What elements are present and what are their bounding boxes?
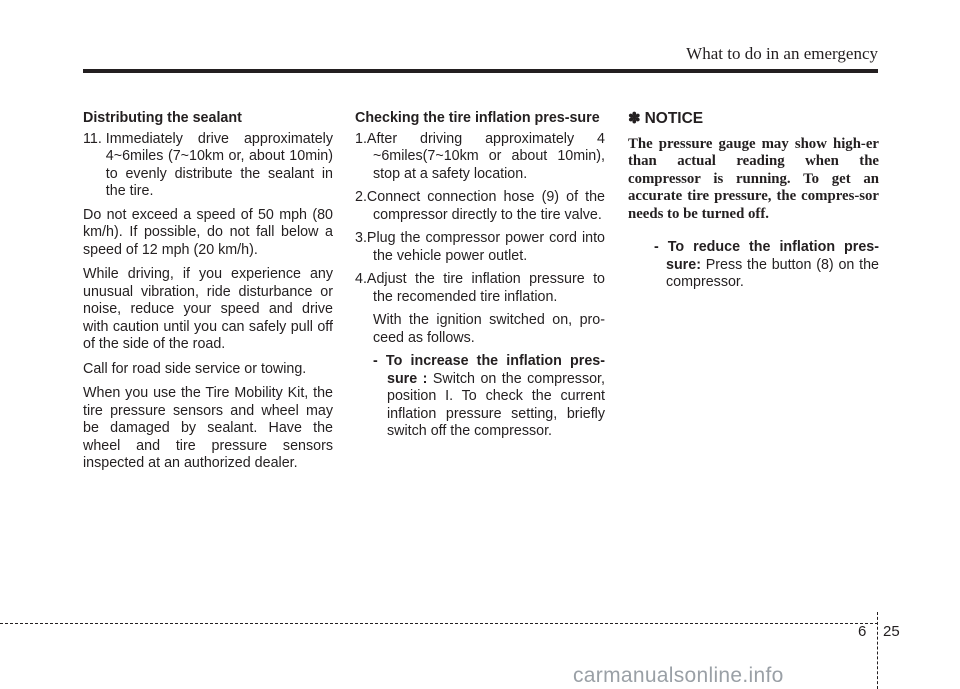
increase-pressure-text: Switch on the compressor, position I. To check the current inflation pressure setting, briefly switch off the compressor.	[387, 370, 605, 439]
header-rule	[83, 69, 878, 73]
notice-star-icon: ✽	[628, 110, 641, 127]
increase-pressure-label: - To increase the inflation pres-sure :	[373, 353, 605, 387]
reduce-pressure-item	[636, 239, 879, 292]
column-right	[628, 110, 879, 292]
reduce-pressure-text: Press the button (8) on the compressor.	[666, 256, 879, 290]
column-left	[83, 110, 333, 480]
column-middle	[355, 110, 605, 441]
footer-rule	[0, 623, 878, 624]
step-11	[83, 131, 333, 201]
step-11-number: 11.	[83, 130, 106, 147]
step-4-detail: With the ignition switched on, pro-ceed as follows.	[373, 312, 605, 346]
speed-paragraph: Do not exceed a speed of 50 mph (80 km/h). If possible, do not fall below a speed of 12 mph (20 km/h).	[83, 206, 333, 258]
page-number-separator	[877, 612, 878, 689]
page-number: 25	[883, 623, 900, 640]
reduce-pressure-label: - To reduce the inflation pres-sure:	[654, 239, 879, 273]
step-1: 1.After driving approximately 4 ~6miles(7~10km or about 10min), stop at a safety location.	[355, 130, 605, 182]
heading-distributing-sealant: Distributing the sealant	[83, 110, 242, 126]
step-2: 2.Connect connection hose (9) of the compressor directly to the tire valve.	[355, 189, 605, 223]
watermark: carmanualsonline.info	[573, 664, 784, 687]
step-11-text: Immediately drive approximately 4~6miles (7~10km or, about 10min) to evenly distribute the sealant in the tire.	[105, 130, 333, 199]
increase-pressure-item	[355, 353, 605, 441]
road-service-paragraph: Call for road side service or towing.	[83, 360, 307, 377]
sensor-warning-paragraph: When you use the Tire Mobility Kit, the tire pressure sensors and wheel may be damaged by sealant. Have the wheel and tire pressure sensors inspected at an authorized dealer.	[83, 385, 333, 471]
step-4: 4.Adjust the tire inflation pressure to the recomended tire inflation.	[355, 271, 605, 305]
vibration-paragraph: While driving, if you experience any unusual vibration, ride disturbance or noise, reduce your speed and drive with caution until you can safely pull off of the side of the road.	[83, 266, 333, 352]
notice-title: NOTICE	[644, 110, 704, 127]
step-3: 3.Plug the compressor power cord into the vehicle power outlet.	[355, 230, 605, 264]
section-title: What to do in an emergency	[686, 44, 878, 63]
chapter-number: 6	[858, 623, 867, 640]
heading-checking-pressure: Checking the tire inflation pres-sure	[355, 110, 600, 126]
notice-text: The pressure gauge may show high-er than actual reading when the compressor is running. To get an accurate tire pressure, the compres-sor needs to be turned off.	[628, 135, 879, 222]
notice-heading	[628, 110, 879, 128]
